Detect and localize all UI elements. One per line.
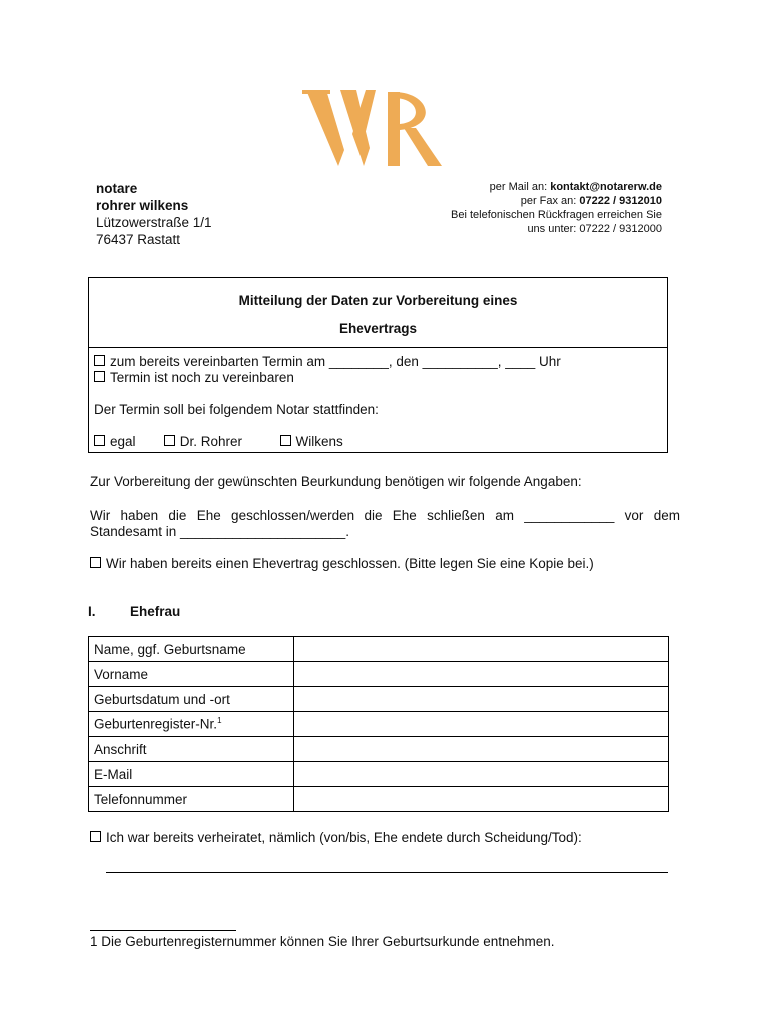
notary-prompt: Der Termin soll bei folgendem Notar stattfinden: xyxy=(94,402,379,417)
option-termin-row xyxy=(94,354,662,370)
table-row xyxy=(89,712,669,737)
mail-prefix: per Mail an: xyxy=(489,181,551,193)
contract-label: Wir haben bereits einen Ehevertrag geschlossen. (Bitte legen Sie eine Kopie bei.) xyxy=(106,556,594,571)
registry-label: Geburtenregister-Nr. xyxy=(94,716,218,732)
contract-row xyxy=(90,556,594,572)
registry-input-cell[interactable] xyxy=(294,712,669,737)
notary-egal-checkbox[interactable] xyxy=(94,435,105,446)
contract-checkbox[interactable] xyxy=(90,557,101,568)
title-line2: Ehevertrags xyxy=(338,321,418,336)
address-input-cell[interactable] xyxy=(294,737,669,762)
marriage-line2: Standesamt in ______________________. xyxy=(90,524,349,539)
section-heading xyxy=(88,604,180,619)
answer-line[interactable] xyxy=(106,872,668,873)
contact-info xyxy=(451,180,662,236)
row-label-registry xyxy=(89,712,294,737)
row-label: E-Mail xyxy=(89,762,294,787)
phone-line2: uns unter: 07222 / 9312000 xyxy=(527,223,662,235)
intro-text: Zur Vorbereitung der gewünschten Beurkundung benötigen wir folgende Angaben: xyxy=(90,474,582,489)
mail-address[interactable]: kontakt@notarerw.de xyxy=(550,181,662,193)
footnote-divider xyxy=(90,930,236,931)
email-input-cell[interactable] xyxy=(294,762,669,787)
row-label: Anschrift xyxy=(89,737,294,762)
open-checkbox[interactable] xyxy=(94,371,105,382)
title-line1: Mitteilung der Daten zur Vorbereitung eines xyxy=(238,293,518,308)
notary-wilkens-label: Wilkens xyxy=(295,434,343,449)
option-termin-label: zum bereits vereinbarten Termin am ________, den __________, ____ Uhr xyxy=(110,354,561,369)
row-label: Vorname xyxy=(89,662,294,687)
notary-options xyxy=(94,434,662,450)
fax-number: 07222 / 9312010 xyxy=(579,195,662,207)
notary-wilkens-checkbox[interactable] xyxy=(280,435,291,446)
sender-line2: rohrer wilkens xyxy=(96,198,189,213)
name-input-cell[interactable] xyxy=(294,637,669,662)
sender-city: 76437 Rastatt xyxy=(96,232,181,247)
termin-checkbox[interactable] xyxy=(94,355,105,366)
notary-rohrer-label: Dr. Rohrer xyxy=(179,434,243,449)
marriage-line1: Wir haben die Ehe geschlossen/werden die Ehe schließen am ____________ vor dem xyxy=(90,508,680,523)
phone-line1: Bei telefonischen Rückfragen erreichen Sie xyxy=(451,209,662,221)
option-open-label: Termin ist noch zu vereinbaren xyxy=(110,370,294,385)
appointment-box xyxy=(88,277,668,453)
option-open-row xyxy=(94,370,662,386)
married-before-row xyxy=(90,830,582,846)
sender-line1: notare xyxy=(96,181,138,196)
married-before-checkbox[interactable] xyxy=(90,831,101,842)
footnote-ref: 1 xyxy=(217,716,222,726)
sender-address xyxy=(96,180,212,248)
footnote-text: 1 Die Geburtenregisternummer können Sie Ihrer Geburtsurkunde entnehmen. xyxy=(90,934,555,949)
birth-input-cell[interactable] xyxy=(294,687,669,712)
phone-input-cell[interactable] xyxy=(294,787,669,812)
row-label: Geburtsdatum und -ort xyxy=(89,687,294,712)
row-label: Name, ggf. Geburtsname xyxy=(89,637,294,662)
notary-egal-label: egal xyxy=(110,434,136,449)
table-row xyxy=(89,762,669,787)
form-title xyxy=(89,278,667,348)
notary-logo xyxy=(300,86,450,170)
section-title: Ehefrau xyxy=(130,604,181,619)
fax-prefix: per Fax an: xyxy=(520,195,580,207)
wife-data-table xyxy=(88,636,669,812)
row-label: Telefonnummer xyxy=(89,787,294,812)
table-row xyxy=(89,787,669,812)
table-row xyxy=(89,637,669,662)
firstname-input-cell[interactable] xyxy=(294,662,669,687)
table-row xyxy=(89,687,669,712)
sender-street: Lützowerstraße 1/1 xyxy=(96,215,212,230)
table-row xyxy=(89,737,669,762)
notary-rohrer-checkbox[interactable] xyxy=(164,435,175,446)
married-before-label: Ich war bereits verheiratet, nämlich (von/bis, Ehe endete durch Scheidung/Tod): xyxy=(106,830,582,845)
table-row xyxy=(89,662,669,687)
section-number: I. xyxy=(88,604,96,619)
